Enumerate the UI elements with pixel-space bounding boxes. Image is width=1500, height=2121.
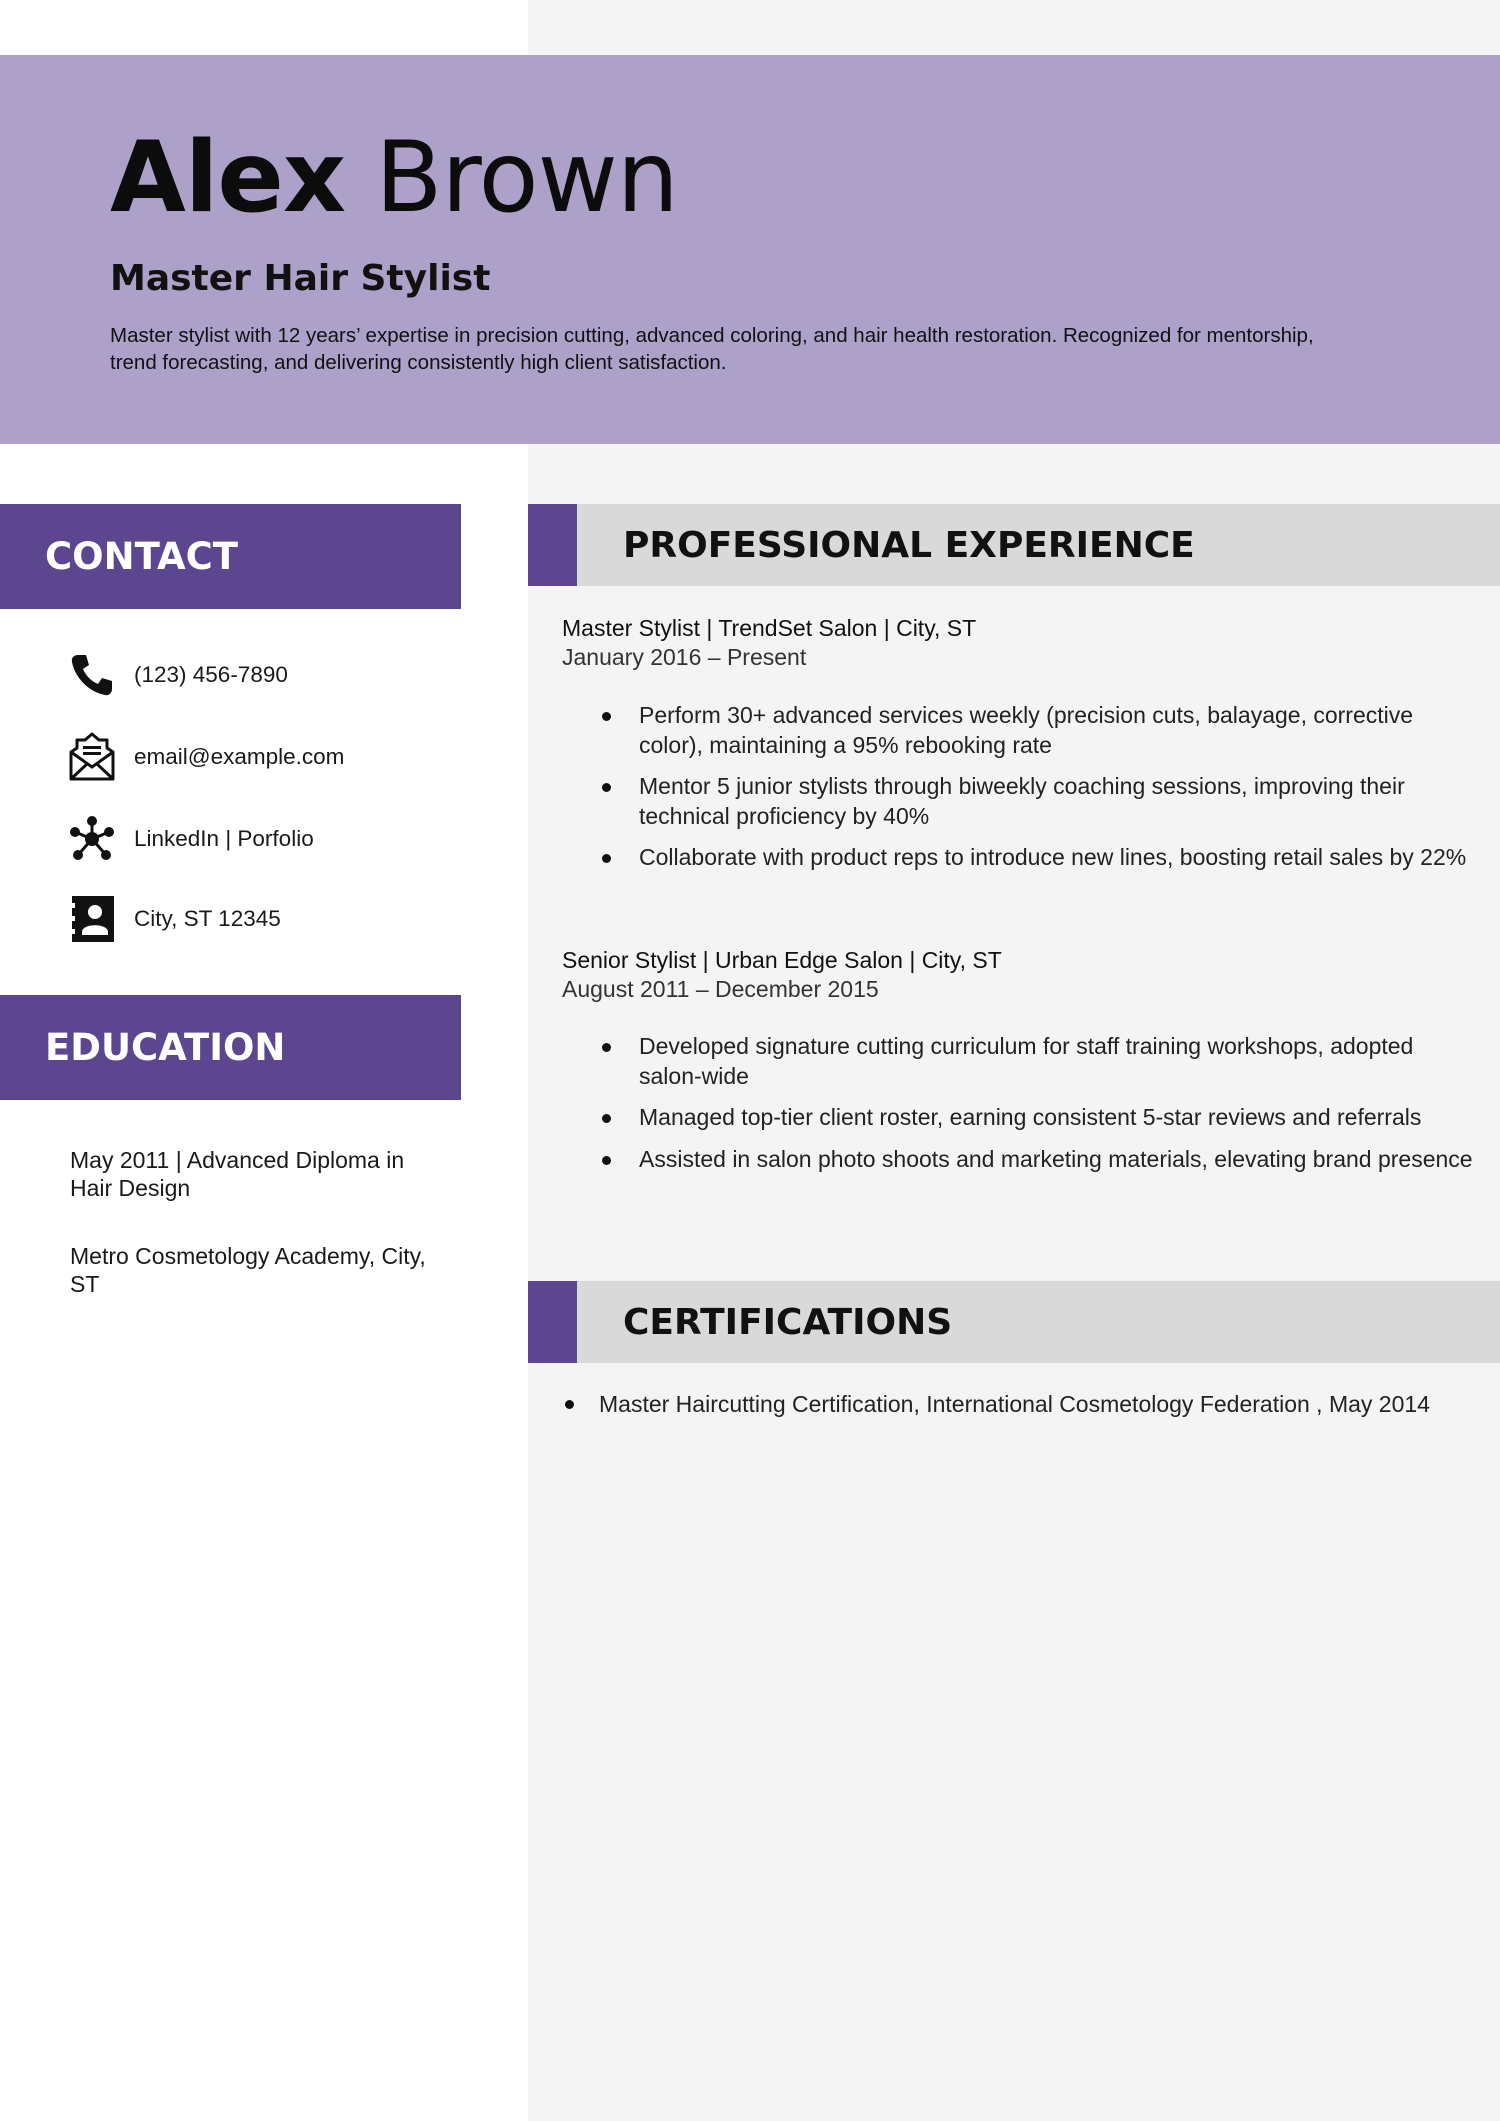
certifications-list <box>562 1389 1462 1419</box>
phone-text: (123) 456-7890 <box>134 662 288 687</box>
last-name: Brown <box>375 121 678 235</box>
list-item: Master Haircutting Certification, International Cosmetology Federation , May 2014 <box>562 1389 1462 1419</box>
contact-heading: CONTACT <box>0 504 461 609</box>
bullet-icon <box>565 1400 574 1409</box>
experience-accent-block <box>528 504 577 586</box>
candidate-name <box>110 118 678 238</box>
bullet-icon <box>602 1156 611 1165</box>
list-item: Collaborate with product reps to introduce new lines, boosting retail sales by 22% <box>600 843 1480 873</box>
job-1-bullets <box>600 701 1480 885</box>
profile-summary: Master stylist with 12 years’ expertise in precision cutting, advanced coloring, and hair health restoration. Recognized for mentorship, trend forecasting, and delivering consistently high client satisfaction. <box>110 324 1314 374</box>
list-item: Assisted in salon photo shoots and marketing materials, elevating brand presence <box>600 1145 1480 1175</box>
education-heading: EDUCATION <box>0 995 461 1100</box>
education-degree: May 2011 | Advanced Diploma in Hair Design <box>70 1147 405 1201</box>
certifications-heading: CERTIFICATIONS <box>623 1301 953 1343</box>
first-name: Alex <box>110 121 346 235</box>
contact-address <box>68 893 281 945</box>
bullet-icon <box>602 854 611 863</box>
address-text: City, ST 12345 <box>134 906 281 931</box>
certifications-header-bar <box>528 1281 1500 1363</box>
links-text: LinkedIn | Porfolio <box>134 826 314 851</box>
network-icon <box>68 815 116 863</box>
bullet-icon <box>602 1043 611 1052</box>
bullet-icon <box>602 783 611 792</box>
job-2-dates: August 2011 – December 2015 <box>562 976 879 1002</box>
job-2-title: Senior Stylist | Urban Edge Salon | City, ST <box>562 947 1002 973</box>
job-1-dates: January 2016 – Present <box>562 644 807 670</box>
phone-icon <box>68 651 116 699</box>
job-1-title: Master Stylist | TrendSet Salon | City, ST <box>562 615 977 641</box>
bullet-icon <box>602 1114 611 1123</box>
list-item: Mentor 5 junior stylists through biweekly coaching sessions, improving their technical proficiency by 40% <box>600 772 1480 831</box>
email-text: email@example.com <box>134 744 345 769</box>
education-school: Metro Cosmetology Academy, City, ST <box>70 1243 426 1297</box>
job-title: Master Hair Stylist <box>110 258 491 299</box>
contact-phone <box>68 649 288 701</box>
list-item: Managed top-tier client roster, earning consistent 5-star reviews and referrals <box>600 1103 1480 1133</box>
contact-links <box>68 813 314 865</box>
certifications-accent-block <box>528 1281 577 1363</box>
experience-header-bar <box>528 504 1500 586</box>
experience-heading: PROFESSIONAL EXPERIENCE <box>623 524 1195 566</box>
contact-email <box>68 731 344 783</box>
list-item: Developed signature cutting curriculum for staff training workshops, adopted salon-wide <box>600 1032 1480 1091</box>
list-item: Perform 30+ advanced services weekly (precision cuts, balayage, corrective color), maintaining a 95% rebooking rate <box>600 701 1480 760</box>
header-band <box>0 55 1500 444</box>
address-book-icon <box>68 895 116 943</box>
job-2-bullets <box>600 1032 1480 1186</box>
email-icon <box>68 733 116 781</box>
bullet-icon <box>602 712 611 721</box>
